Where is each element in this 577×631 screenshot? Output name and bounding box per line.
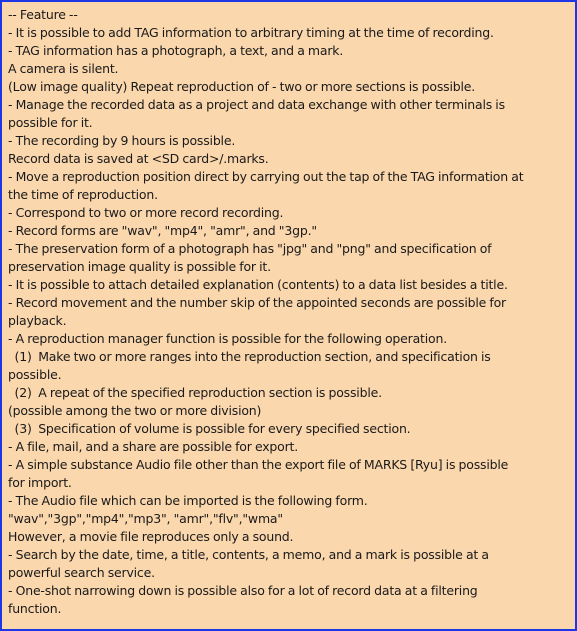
feature-line: (2) A repeat of the specified reproduction section is possible. xyxy=(8,385,382,400)
feature-line: the time of reproduction. xyxy=(8,187,158,202)
feature-line: However, a movie file reproduces only a sound. xyxy=(8,529,294,544)
feature-line: - The Audio file which can be imported is the following form. xyxy=(8,493,368,508)
feature-line: A camera is silent. xyxy=(8,61,119,76)
feature-line: - Move a reproduction position direct by carrying out the tap of the TAG information at xyxy=(8,169,524,184)
feature-line: possible for it. xyxy=(8,115,93,130)
feature-line: powerful search service. xyxy=(8,565,155,580)
feature-line: - One-shot narrowing down is possible also for a lot of record data at a filtering xyxy=(8,583,478,598)
feature-line: - It is possible to add TAG information to arbitrary timing at the time of recording. xyxy=(8,25,494,40)
feature-line: "wav","3gp","mp4","mp3", "amr","flv","wma" xyxy=(8,511,283,526)
feature-line: possible. xyxy=(8,367,62,382)
feature-line: playback. xyxy=(8,313,67,328)
feature-line: - The preservation form of a photograph has "jpg" and "png" and specification of xyxy=(8,241,492,256)
feature-line: - Search by the date, time, a title, contents, a memo, and a mark is possible at a xyxy=(8,547,489,562)
feature-line: - Manage the recorded data as a project and data exchange with other terminals is xyxy=(8,97,505,112)
feature-line: (possible among the two or more division) xyxy=(8,403,262,418)
feature-line: (3) Specification of volume is possible for every specified section. xyxy=(8,421,411,436)
feature-line: (1) Make two or more ranges into the reproduction section, and specification is xyxy=(8,349,491,364)
feature-line: - A simple substance Audio file other than the export file of MARKS [Ryu] is possible xyxy=(8,457,509,472)
feature-line: - The recording by 9 hours is possible. xyxy=(8,133,236,148)
feature-line: - Record forms are "wav", "mp4", "amr", and "3gp." xyxy=(8,223,317,238)
feature-line: - TAG information has a photograph, a text, and a mark. xyxy=(8,43,344,58)
feature-line: - Record movement and the number skip of the appointed seconds are possible for xyxy=(8,295,506,310)
feature-line: (Low image quality) Repeat reproduction of - two or more sections is possible. xyxy=(8,79,475,94)
feature-line: - A reproduction manager function is possible for the following operation. xyxy=(8,331,447,346)
feature-line: for import. xyxy=(8,475,72,490)
feature-line: - A file, mail, and a share are possible for export. xyxy=(8,439,299,454)
feature-line: preservation image quality is possible for it. xyxy=(8,259,271,274)
feature-line: Record data is saved at <SD card>/.marks. xyxy=(8,151,269,166)
feature-line: - It is possible to attach detailed explanation (contents) to a data list besides a title. xyxy=(8,277,508,292)
feature-heading: -- Feature -- xyxy=(8,7,78,22)
feature-line: - Correspond to two or more record recording. xyxy=(8,205,284,220)
feature-line: function. xyxy=(8,601,62,616)
